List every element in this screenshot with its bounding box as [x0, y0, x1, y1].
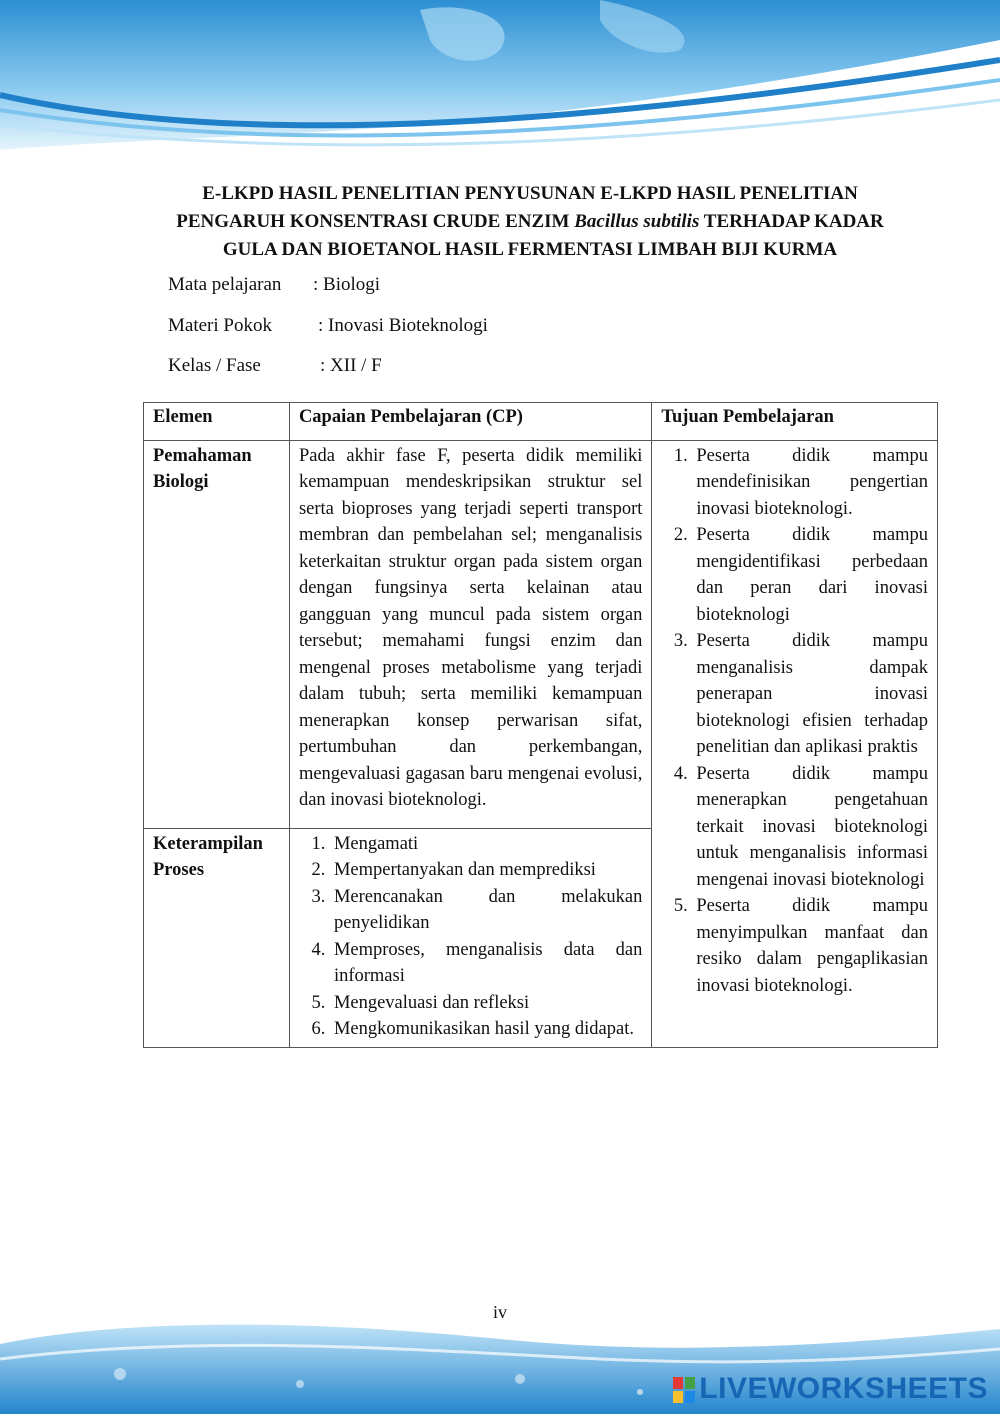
element-pemahaman: Pemahaman Biologi: [144, 440, 290, 828]
process-skills-list: [294, 831, 642, 1043]
meta-topic: [168, 315, 488, 337]
meta-class-value: : XII / F: [320, 355, 382, 376]
objectives-list: [656, 443, 928, 1000]
liveworksheets-watermark: [673, 1372, 988, 1406]
title-line-1: E-LKPD HASIL PENELITIAN PENYUSUNAN E-LKPD HASIL PENELITIAN: [202, 183, 858, 204]
cp-table: [143, 402, 938, 1048]
meta-class-label: Kelas / Fase: [168, 355, 261, 376]
meta-subject-value: : Biologi: [313, 274, 381, 295]
header-tujuan: Tujuan Pembelajaran: [652, 403, 938, 441]
list-item: 6. Mengkomunikasikan hasil yang didapat.: [330, 1016, 642, 1043]
element-keterampilan: Keterampilan Proses: [144, 828, 290, 1047]
title-species: Bacillus subtilis: [574, 211, 700, 232]
liveworksheets-logo-icon: [673, 1377, 695, 1403]
table-header-row: [144, 403, 938, 441]
list-item: 2. Mempertanyakan dan memprediksi: [330, 857, 642, 884]
meta-topic-label: Materi Pokok: [168, 315, 272, 336]
title-line-2: [150, 208, 910, 236]
list-item: 1. Peserta didik mampu mendefinisikan pengertian inovasi bioteknologi.: [692, 443, 928, 523]
title-line-2-pre: PENGARUH KONSENTRASI CRUDE ENZIM: [176, 211, 575, 232]
cp-keterampilan-cell: [289, 828, 651, 1047]
title-line-3: GULA DAN BIOETANOL HASIL FERMENTASI LIMBAH BIJI KURMA: [222, 239, 838, 260]
meta-subject: [168, 274, 380, 296]
title-line-2-post: TERHADAP KADAR: [699, 211, 884, 232]
list-item: 4. Peserta didik mampu menerapkan pengetahuan terkait inovasi bioteknologi untuk menganalisis informasi mengenai inovasi bioteknologi: [692, 761, 928, 894]
list-item: 3. Peserta didik mampu menganalisis dampak penerapan inovasi bioteknologi efisien terhadap penelitian dan aplikasi praktis: [692, 628, 928, 761]
table-row: [144, 440, 938, 828]
cp-pemahaman-text: Pada akhir fase F, peserta didik memiliki kemampuan mendeskripsikan struktur sel serta bioproses yang terjadi seperti transport membran dan pembelahan sel; menganalisis keterkaitan struktur organ pada sistem organ dengan fungsinya serta kelainan atau gangguan yang muncul pada sistem organ tersebut; memahami fungsi enzim dan mengenal proses metabolisme yang terjadi dalam tubuh; serta memiliki kemampuan menerapkan konsep perwarisan sifat, pertumbuhan dan perkembangan, mengevaluasi gagasan baru mengenai evolusi, dan inovasi bioteknologi.: [289, 440, 651, 828]
list-item: 1. Mengamati: [330, 831, 642, 858]
list-item: 4. Memproses, menganalisis data dan informasi: [330, 937, 642, 990]
list-item: 3. Merencanakan dan melakukan penyelidikan: [330, 884, 642, 937]
top-water-banner: [0, 0, 1000, 160]
list-item: 5. Mengevaluasi dan refleksi: [330, 990, 642, 1017]
document-title: [150, 180, 910, 264]
objectives-cell: [652, 440, 938, 1047]
meta-subject-label: Mata pelajaran: [168, 274, 282, 295]
page-number: iv: [492, 1302, 507, 1322]
meta-topic-value: : Inovasi Bioteknologi: [318, 315, 488, 336]
watermark-text: LIVEWORKSHEETS: [699, 1372, 988, 1405]
list-item: 2. Peserta didik mampu mengidentifikasi perbedaan dan peran dari inovasi bioteknologi: [692, 522, 928, 628]
list-item: 5. Peserta didik mampu menyimpulkan manfaat dan resiko dalam pengaplikasian inovasi bioteknologi.: [692, 893, 928, 999]
header-cp: Capaian Pembelajaran (CP): [289, 403, 651, 441]
meta-class: [168, 355, 382, 377]
header-elemen: Elemen: [144, 403, 290, 441]
